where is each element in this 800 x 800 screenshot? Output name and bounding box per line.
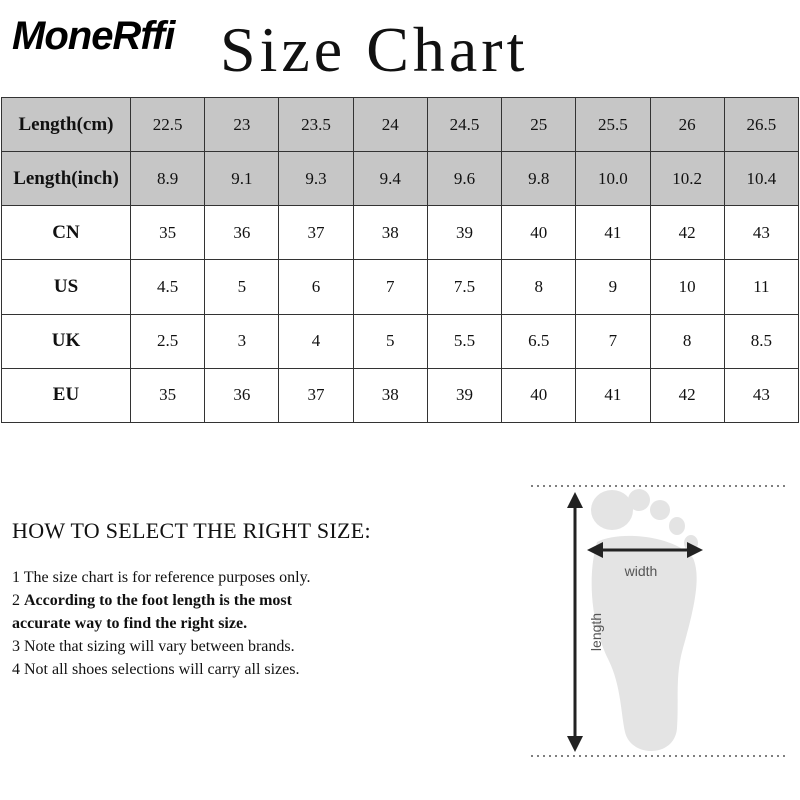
table-cell: 4 bbox=[279, 314, 353, 368]
width-label: width bbox=[624, 563, 658, 579]
row-label: UK bbox=[2, 314, 131, 368]
guide-item-text: The size chart is for reference purposes only. bbox=[23, 569, 311, 586]
guide-item-4 bbox=[12, 658, 492, 681]
table-cell: 7 bbox=[576, 314, 650, 368]
table-cell: 35 bbox=[131, 368, 205, 422]
table-cell: 8 bbox=[502, 260, 576, 314]
size-table bbox=[1, 97, 799, 423]
table-cell: 2.5 bbox=[131, 314, 205, 368]
guide-item-number: 2 bbox=[12, 592, 20, 609]
guide-item-text: According to the foot length is the most bbox=[24, 592, 292, 609]
table-cell: 42 bbox=[650, 368, 724, 422]
table-cell: 37 bbox=[279, 206, 353, 260]
table-cell: 6.5 bbox=[502, 314, 576, 368]
table-cell: 25 bbox=[502, 98, 576, 152]
table-cell: 5.5 bbox=[427, 314, 501, 368]
table-cell: 6 bbox=[279, 260, 353, 314]
table-cell: 7 bbox=[353, 260, 427, 314]
table-cell: 10.0 bbox=[576, 152, 650, 206]
table-cell: 9.8 bbox=[502, 152, 576, 206]
table-row-uk bbox=[2, 314, 799, 368]
foot-measurement-diagram bbox=[525, 476, 795, 766]
table-cell: 5 bbox=[353, 314, 427, 368]
row-label: Length(cm) bbox=[2, 98, 131, 152]
table-cell: 3 bbox=[205, 314, 279, 368]
table-cell: 7.5 bbox=[427, 260, 501, 314]
row-label: Length(inch) bbox=[2, 152, 131, 206]
row-label: EU bbox=[2, 368, 131, 422]
table-cell: 8.5 bbox=[724, 314, 798, 368]
guide-item-number: 1 bbox=[12, 569, 20, 586]
length-label: length bbox=[588, 612, 604, 652]
guide-item-2-cont bbox=[12, 612, 492, 635]
size-guide bbox=[12, 518, 492, 681]
table-cell: 42 bbox=[650, 206, 724, 260]
table-row-cn bbox=[2, 206, 799, 260]
row-label: US bbox=[2, 260, 131, 314]
guide-item-text: Note that sizing will vary between brands. bbox=[24, 638, 295, 655]
table-cell: 22.5 bbox=[131, 98, 205, 152]
table-cell: 23 bbox=[205, 98, 279, 152]
table-cell: 35 bbox=[131, 206, 205, 260]
table-cell: 41 bbox=[576, 206, 650, 260]
table-cell: 40 bbox=[502, 206, 576, 260]
table-cell: 43 bbox=[724, 206, 798, 260]
table-cell: 11 bbox=[724, 260, 798, 314]
table-cell: 10.2 bbox=[650, 152, 724, 206]
table-cell: 9.1 bbox=[205, 152, 279, 206]
guide-item-2 bbox=[12, 589, 492, 612]
guide-item-3 bbox=[12, 635, 492, 658]
guide-item-text: Not all shoes selections will carry all sizes. bbox=[24, 661, 300, 678]
table-cell: 36 bbox=[205, 206, 279, 260]
table-cell: 5 bbox=[205, 260, 279, 314]
table-cell: 26 bbox=[650, 98, 724, 152]
table-cell: 10 bbox=[650, 260, 724, 314]
table-row-length-cm bbox=[2, 98, 799, 152]
table-cell: 9.4 bbox=[353, 152, 427, 206]
table-row-length-inch bbox=[2, 152, 799, 206]
table-cell: 24 bbox=[353, 98, 427, 152]
table-cell: 39 bbox=[427, 368, 501, 422]
table-cell: 39 bbox=[427, 206, 501, 260]
table-row-us bbox=[2, 260, 799, 314]
guide-item-1 bbox=[12, 566, 492, 589]
table-cell: 36 bbox=[205, 368, 279, 422]
table-cell: 9.3 bbox=[279, 152, 353, 206]
table-cell: 24.5 bbox=[427, 98, 501, 152]
guide-item-number: 4 bbox=[12, 661, 20, 678]
table-cell: 9 bbox=[576, 260, 650, 314]
table-cell: 4.5 bbox=[131, 260, 205, 314]
foot-icon bbox=[591, 489, 698, 751]
table-cell: 23.5 bbox=[279, 98, 353, 152]
brand-logo: MoneRffi bbox=[12, 14, 175, 58]
page-title: Size Chart bbox=[220, 14, 529, 85]
guide-item-number: 3 bbox=[12, 638, 20, 655]
table-cell: 41 bbox=[576, 368, 650, 422]
guide-item-text: accurate way to find the right size. bbox=[12, 615, 248, 632]
row-label: CN bbox=[2, 206, 131, 260]
table-cell: 10.4 bbox=[724, 152, 798, 206]
guide-heading: HOW TO SELECT THE RIGHT SIZE: bbox=[12, 518, 371, 543]
table-cell: 25.5 bbox=[576, 98, 650, 152]
table-cell: 43 bbox=[724, 368, 798, 422]
table-row-eu bbox=[2, 368, 799, 422]
table-cell: 8 bbox=[650, 314, 724, 368]
table-cell: 40 bbox=[502, 368, 576, 422]
table-cell: 8.9 bbox=[131, 152, 205, 206]
table-cell: 38 bbox=[353, 206, 427, 260]
length-arrow bbox=[567, 492, 583, 752]
table-cell: 26.5 bbox=[724, 98, 798, 152]
table-cell: 38 bbox=[353, 368, 427, 422]
table-cell: 37 bbox=[279, 368, 353, 422]
table-cell: 9.6 bbox=[427, 152, 501, 206]
